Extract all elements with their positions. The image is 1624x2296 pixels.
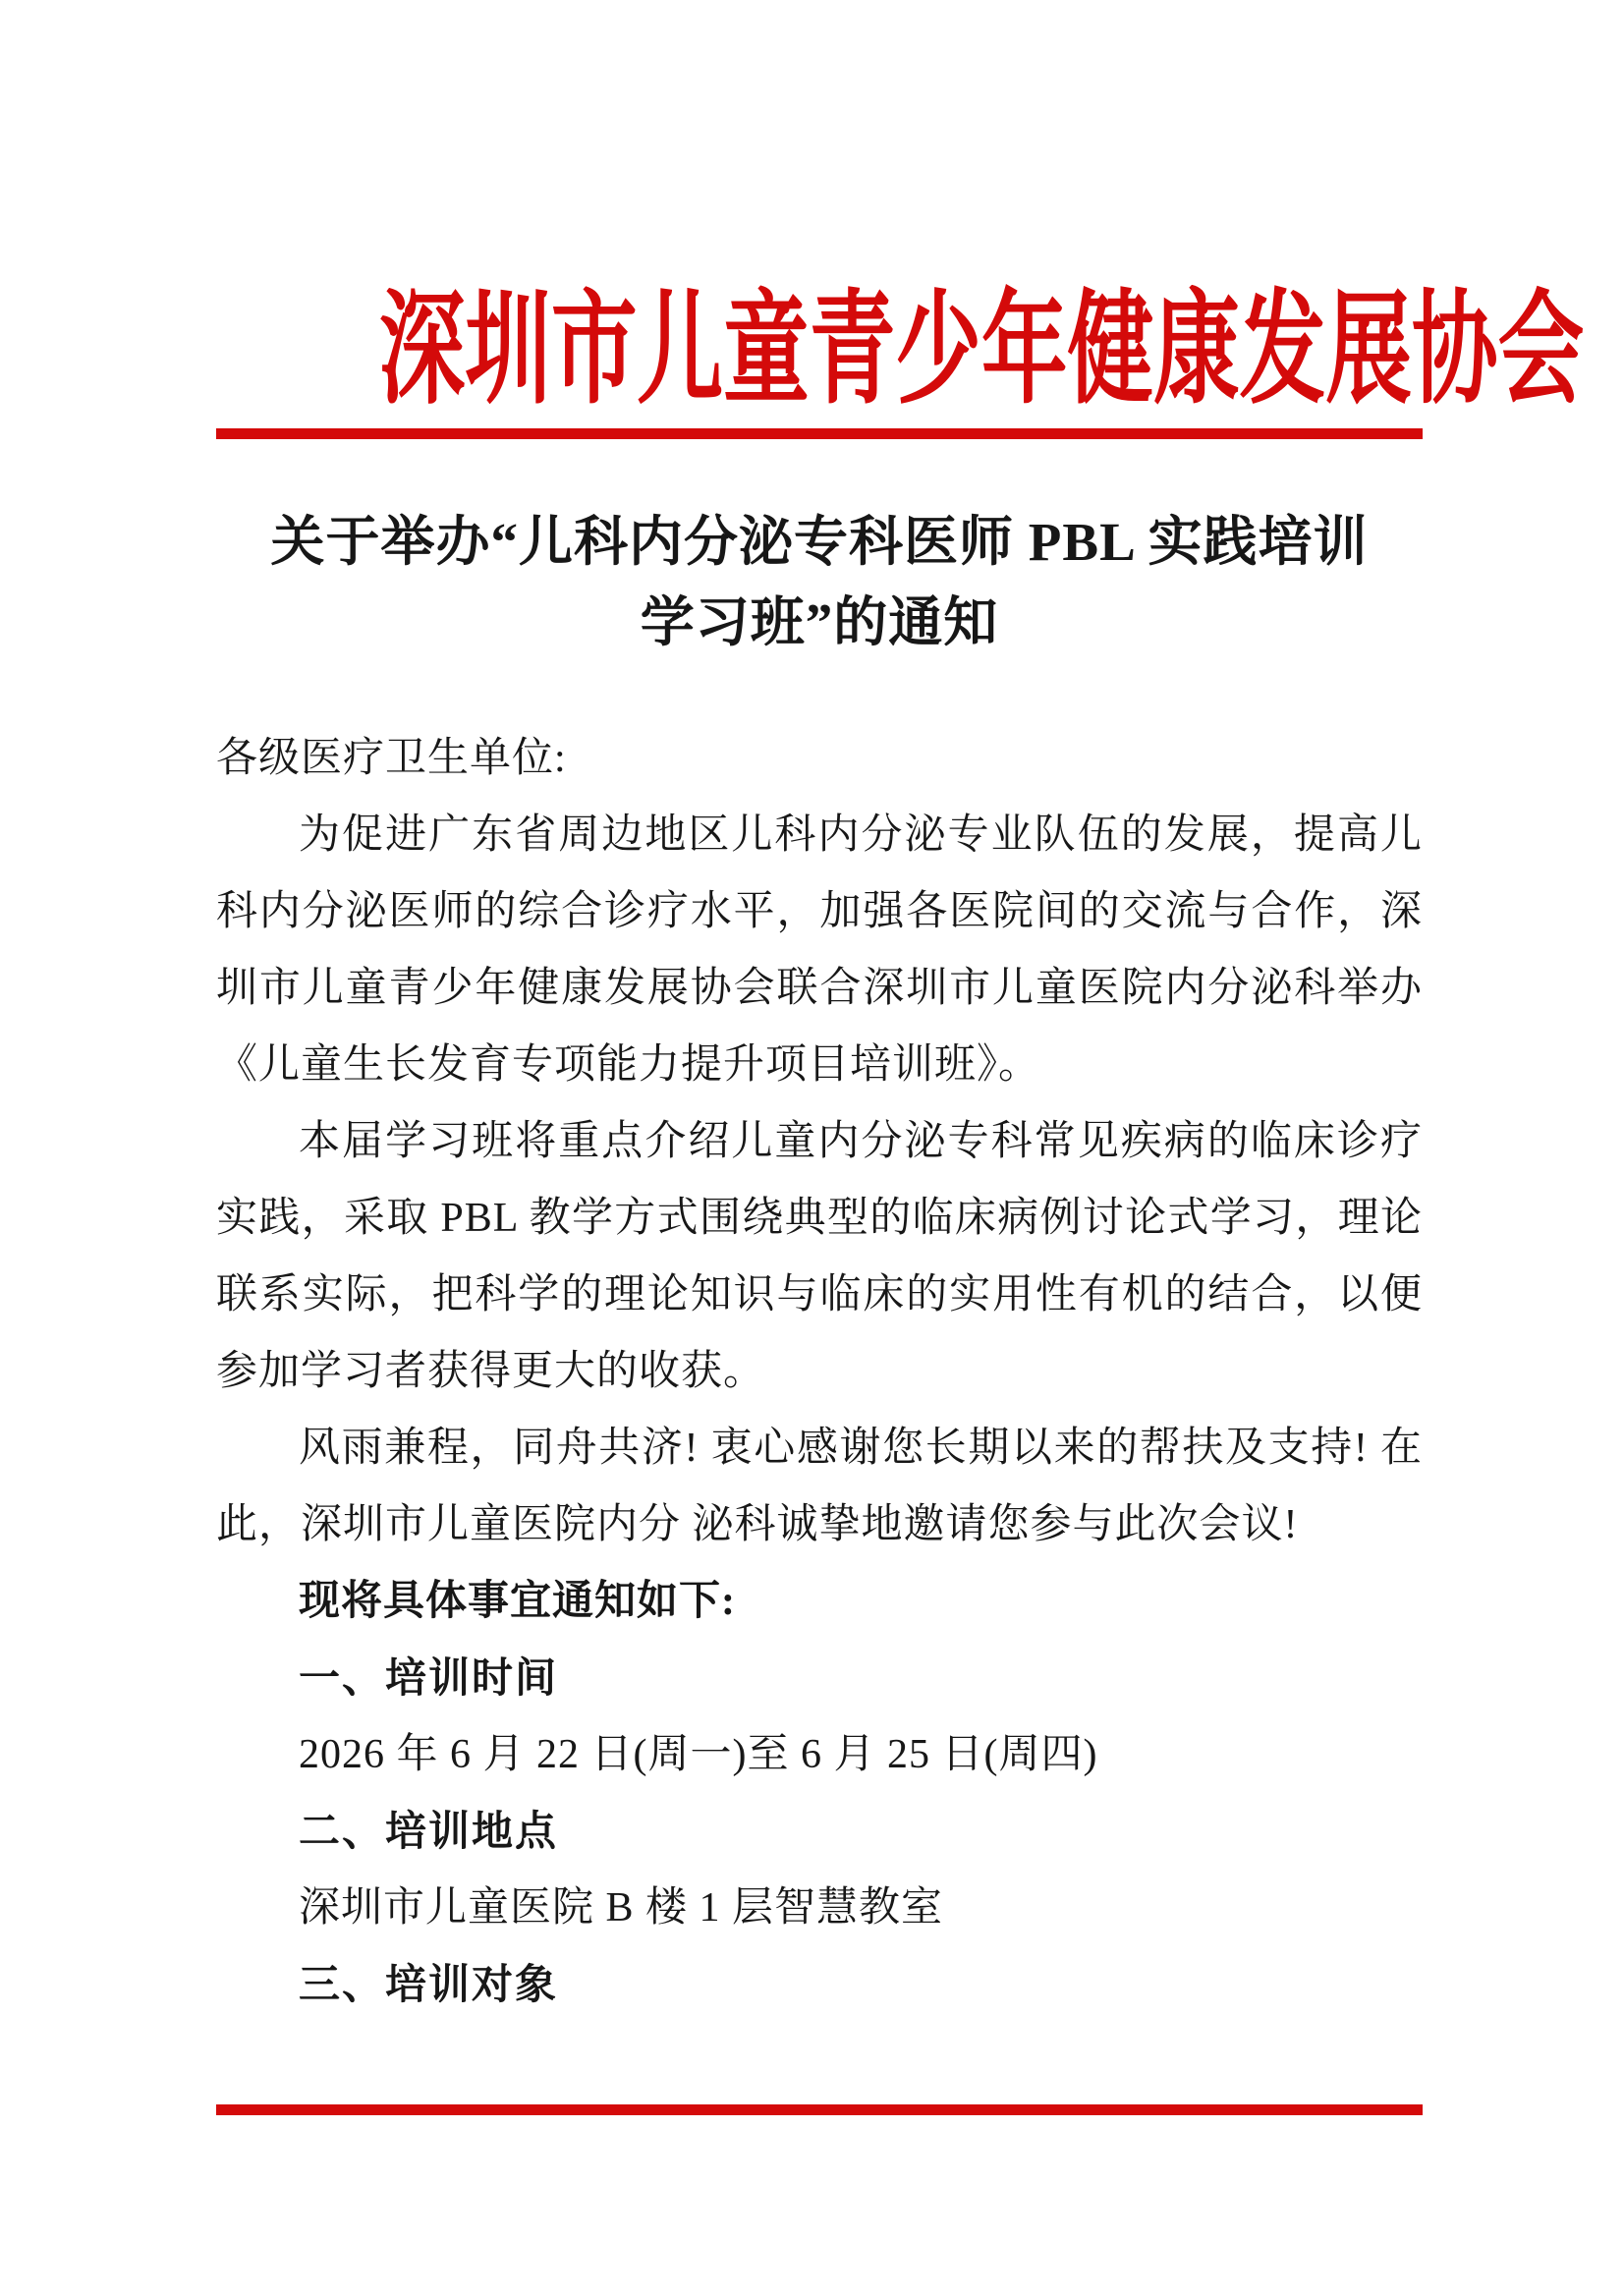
section-2-heading-training-location: 二、培训地点: [299, 1808, 559, 1854]
section-2-content-training-location: 深圳市儿童医院 B 楼 1 层智慧教室: [299, 1885, 944, 1931]
section-1-heading-training-time: 一、培训时间: [299, 1654, 559, 1701]
salutation: 各级医疗卫生单位:: [216, 736, 567, 781]
paragraph-invitation: 风雨兼程，同舟共济! 衷心感谢您长期以来的帮扶及支持! 在此，深圳市儿童医院内分 泌科诚挚地邀请您参与此次会议!: [216, 1426, 1423, 1547]
document-body: [216, 720, 1423, 2023]
letterhead: [216, 282, 1585, 439]
letterhead-org-name: 深圳市儿童青少年健康发展协会: [378, 282, 1585, 419]
paragraph-program-description: 本届学习班将重点介绍儿童内分泌专科常见疾病的临床诊疗实践，采取 PBL 教学方式围绕典型的临床病例讨论式学习，理论联系实际，把科学的理论知识与临床的实用性有机的结合，以便参加学习者获得更大的收获。: [216, 1119, 1423, 1394]
notice-lead-line: 现将具体事宜通知如下:: [299, 1579, 736, 1624]
section-3-heading-training-audience: 三、培训对象: [299, 1961, 559, 2007]
letterhead-divider-line: [216, 428, 1423, 439]
paragraph-purpose: 为促进广东省周边地区儿科内分泌专业队伍的发展，提高儿科内分泌医师的综合诊疗水平，加强各医院间的交流与合作，深圳市儿童青少年健康发展协会联合深圳市儿童医院内分泌科举办《儿童生长发育专项能力提升项目培训班》。: [216, 812, 1423, 1088]
document-title-line1: 关于举办“儿科内分泌专科医师 PBL 实践培训: [270, 512, 1369, 572]
footer-divider-line: [216, 2104, 1423, 2115]
document-title-line2: 学习班”的通知: [640, 592, 999, 652]
document-title: [216, 502, 1423, 663]
section-1-content-training-time: 2026 年 6 月 22 日(周一)至 6 月 25 日(周四): [299, 1732, 1098, 1777]
